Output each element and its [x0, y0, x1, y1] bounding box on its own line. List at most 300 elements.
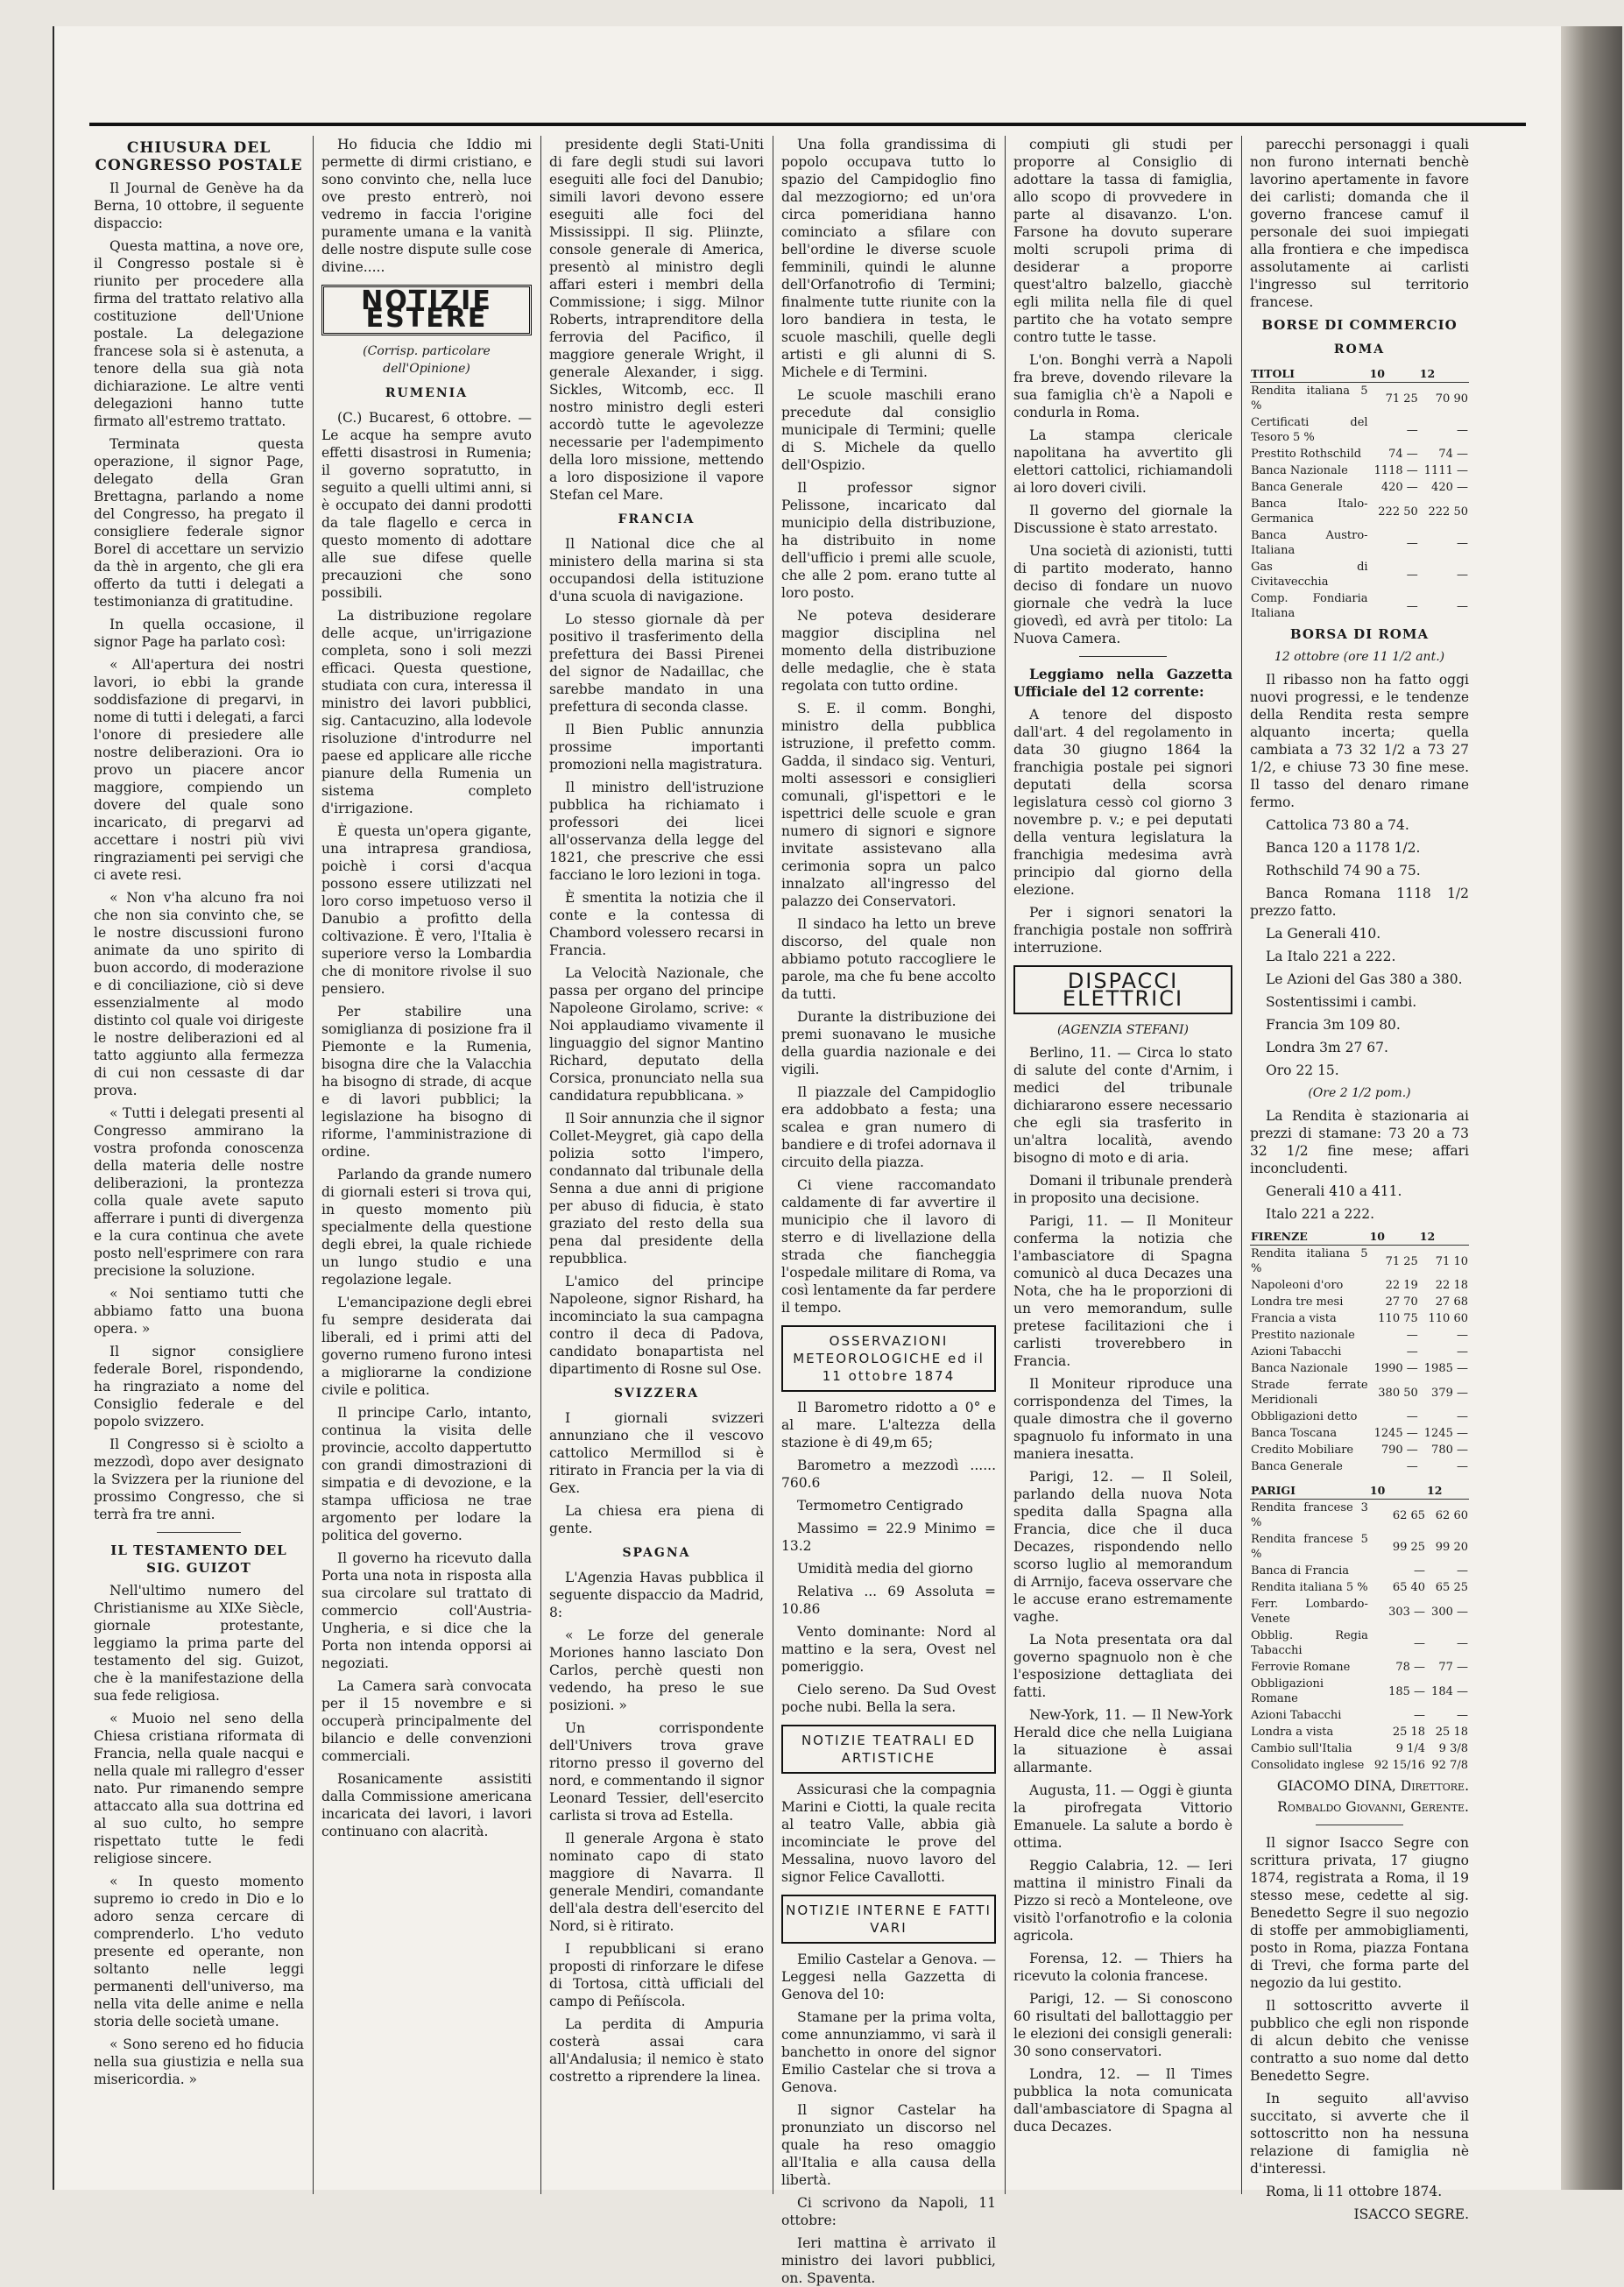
parigi-row: [1250, 1500, 1469, 1532]
paragraph: Una folla grandissima di popolo occupava tutto lo spazio del Campidoglio fino dal mezzogiorno; ed un'ora circa pomeridiana hanno cominciato a sfilare con bell'ordine le diverse scuole femminili, quindi le alunne dell'Orfanotrofio di Termini; finalmente tutte riunite con la loro bandiera in testa, le scuole maschili, quelle degli artisti e gli alunni di S. Michele e di Termini.: [781, 137, 996, 380]
borse-cell: 420 —: [1431, 481, 1468, 494]
firenze-cell: 1985 —: [1423, 1362, 1468, 1375]
firenze-cell: 379 —: [1431, 1386, 1468, 1400]
borse-cell: Rendita italiana 5 %: [1251, 385, 1368, 413]
parigi-row: [1250, 1531, 1469, 1563]
parigi-cell: 303 —: [1388, 1605, 1426, 1619]
parigi-row: [1250, 1596, 1469, 1627]
firenze-cell: —: [1406, 1410, 1418, 1423]
borse-cell: —: [1457, 568, 1468, 582]
parigi-cell: 92 15/16: [1373, 1759, 1426, 1772]
paragraph: Il signor Castelar ha pronunziato un discorso nel quale ha reso omaggio all'Italia e alla causa della libertà.: [781, 2102, 996, 2188]
teatrali-body: [781, 1781, 996, 1886]
parigi-cell: 65 40: [1392, 1581, 1426, 1594]
paragraph: Londra, 12. — Il Times pubblica la nota comunicata dall'ambasciatore di Spagna al duca Decazes.: [1013, 2066, 1232, 2135]
gazzetta-body: [1013, 706, 1232, 956]
borse-row: [1250, 383, 1469, 415]
parigi-cell: 99 20: [1435, 1540, 1468, 1554]
paragraph: La Italo 221 a 222.: [1266, 949, 1396, 964]
firenze-cell: 380 50: [1378, 1386, 1418, 1400]
firenze-row: [1250, 1458, 1469, 1475]
paragraph: Il professor signor Pelissone, incaricato dal municipio della distribuzione, ha distribuito in nome dell'ufficio i premi alle scuole, che alle 2 pom. erano tutte al loro posto.: [781, 480, 996, 601]
borse-cell: Banca Nazionale: [1251, 464, 1348, 477]
paragraph: « Muoio nel seno della Chiesa cristiana riformata di Francia, nella quale nacqui e nella quale mi rallegro d'esser nato. Pur rimanendo sempre attaccato alla sua dottrina ed al suo culto, ho sempre rispettato tutte le fedi religiose sincere.: [94, 1711, 304, 1867]
firenze-cell: 1990 —: [1373, 1362, 1418, 1375]
country-heading-francia: FRANCIA: [618, 512, 695, 526]
paragraph: Emilio Castelar a Genova. — Leggesi nella Gazzetta di Genova del 10:: [781, 1952, 996, 2002]
column-5: [1013, 136, 1232, 2185]
parigi-cell: Consolidato inglese: [1251, 1759, 1365, 1772]
parigi-cell: —: [1457, 1564, 1468, 1578]
spagna-body: [549, 1569, 764, 2086]
paragraph: S. E. il comm. Bonghi, ministro della pubblica istruzione, il prefetto comm. Gadda, il sindaco sig. Venturi, molti assessori e consiglieri comunali, gl'ispettori e le ispettrici delle scuole e gran numero di signori e signore invitate assistevano alla cerimonia sopra un palco innalzato all'ingresso del palazzo dei Conservatori.: [781, 701, 996, 909]
advert-signature: ISACCO SEGRE.: [1353, 2206, 1469, 2222]
borse-cell: —: [1406, 568, 1418, 582]
paragraph: Forensa, 12. — Thiers ha ricevuto la colonia francese.: [1013, 1951, 1232, 1984]
paragraph: Barometro a mezzodì ...... 760.6: [781, 1458, 996, 1491]
column1-body: [94, 180, 304, 1523]
borse-cell: —: [1457, 536, 1468, 550]
parigi-cell: 65 25: [1435, 1581, 1468, 1594]
paragraph: Banca 120 a 1178 1/2.: [1266, 840, 1421, 856]
column4-body: [781, 136, 996, 1316]
parigi-cell: Obbligazioni Romane: [1251, 1677, 1324, 1705]
column-rule: [1005, 136, 1006, 2194]
firenze-cell: —: [1406, 1329, 1418, 1342]
paragraph: Il ribasso non ha fatto oggi nuovi progressi, e le tendenze della Rendita resta sempre alquanto incerta; quella cambiata a 73 32 1/2 a 73 27 1/2, e chiuse 73 30 fine mese. Il tasso del denaro rimane fermo.: [1250, 672, 1469, 810]
paragraph: Parigi, 12. — Si conoscono 60 risultati del ballottaggio per le elezioni dei consigli generali: 30 sono conservatori.: [1013, 1991, 1232, 2059]
parigi-cell: —: [1414, 1709, 1426, 1722]
agency-label: (AGENZIA STEFANI): [1056, 1023, 1190, 1037]
column-rule: [540, 136, 541, 2194]
borse-cell: —: [1457, 599, 1468, 613]
paragraph: Francia 3m 109 80.: [1266, 1017, 1401, 1033]
parigi-cell: —: [1414, 1636, 1426, 1650]
paragraph: In quella occasione, il signor Page ha parlato così:: [94, 617, 304, 650]
parigi-cell: 185 —: [1388, 1684, 1426, 1698]
paragraph: La perdita di Ampuria costerà assai cara all'Andalusia; il nemico è stato costretto a riprendere la linea.: [549, 2016, 764, 2085]
firenze-cell: 1245 —: [1373, 1427, 1418, 1440]
paragraph: Massimo = 22.9 Minimo = 13.2: [781, 1521, 996, 1554]
parigi-header: PARIGI: [1250, 1482, 1369, 1500]
paragraph: Umidità media del giorno: [797, 1561, 973, 1577]
firenze-header: 10: [1369, 1228, 1419, 1246]
paragraph: Il principe Carlo, intanto, continua la visita delle provincie, accolto dappertutto con grandi dimostrazioni di simpatia e di devozione, e la stampa ufficiosa ne trae argomento per lodare la politica del governo.: [321, 1405, 532, 1543]
country-heading-svizzera: SVIZZERA: [613, 1387, 700, 1401]
firenze-cell: Obbligazioni detto: [1251, 1410, 1358, 1423]
column1-body2: [94, 1582, 304, 2088]
advert-body: [1250, 1834, 1469, 2200]
firenze-cell: Credito Mobiliare: [1251, 1443, 1354, 1457]
firenze-cell: Azioni Tabacchi: [1251, 1345, 1342, 1359]
paragraph: Ci viene raccomandato caldamente di far avvertire il municipio che il lavoro di sterro e di livellazione della strada che fiancheggia l'ospedale militare di Roma, va così lentamente da far perdere il tempo.: [781, 1177, 996, 1316]
paragraph: Il generale Argona è stato nominato capo di stato maggiore di Navarra. Il generale Mendiri, comandante dell'ala destra dell'esercito del Nord, si è ritirato.: [549, 1831, 764, 1934]
borse-cell: 1118 —: [1373, 464, 1418, 477]
firenze-cell: Banca Generale: [1251, 1460, 1343, 1473]
parigi-cell: 300 —: [1431, 1605, 1468, 1619]
paragraph: presidente degli Stati-Uniti di fare degli studi sui lavori eseguiti alle foci del Danubio; simili lavori devono essere eseguiti alle foci del Mississippi. Il sig. Pliinzte, console generale di America, presentò al ministro degli affari esteri i membri della Commissione; i sigg. Milnor Roberts, intraprenditore della ferrovia del Pacifico, il maggiore generale Wright, il generale Alexander, i sigg. Sickles, Witcomb, ecc. Il nostro ministro degli esteri accordò tutte le agevolezze necessarie per l'adempimento della loro missione, mettendo a loro disposizione il vapore Stefan cel Mare.: [549, 137, 764, 503]
borse-cell: 74 —: [1438, 448, 1468, 461]
ore-heading: (Ore 2 1/2 pom.): [1308, 1086, 1411, 1100]
paragraph: Il signor consigliere federale Borel, rispondendo, ha ringraziato a nome del Consiglio federale e del popolo svizzero.: [94, 1344, 304, 1429]
paragraph: Lo stesso giornale dà per positivo il trasferimento della prefettura dei Bassi Pirenei del signor de Nadaillac, che sarebbe mandato in una prefettura di seconda classe.: [549, 611, 764, 715]
paragraph: Una società di azionisti, tutti di partito moderato, hanno deciso di fondare un nuovo giornale che vedrà la luce giovedì, ed avrà per titolo: La Nuova Camera.: [1013, 543, 1232, 646]
parigi-cell: —: [1414, 1564, 1426, 1578]
paragraph: Ne poteva desiderare maggior disciplina nel momento della distribuzione delle medaglie, che è stata regolata con tutto ordine.: [781, 608, 996, 694]
column-3: [549, 136, 764, 2185]
paragraph: La stampa clericale napolitana ha avvertito gli elettori cattolici, richiamandoli ai loro doveri civili.: [1013, 427, 1232, 496]
paragraph: Reggio Calabria, 12. — Ieri mattina il ministro Finali da Pizzo si recò a Monteleone, ove visitò l'orfanotrofio e la colonia agricola.: [1013, 1858, 1232, 1944]
column3-body: [549, 136, 764, 504]
firenze-cell: —: [1406, 1345, 1418, 1359]
paragraph: compiuti gli studi per proporre al Consiglio di adottare la tassa di famiglia, allo scopo di provvedere in parte al disavanzo. L'on. Farsone ha dovuto superare molti scrupoli prima di desiderar a proporre quest'altro balzello, giacchè egli milita nella file di quel partito che ha votato sempre contro tutte le tasse.: [1013, 137, 1232, 345]
paragraph: La distribuzione regolare delle acque, un'irrigazione completa, sono i soli mezzi efficaci. Questa questione, studiata con cura, interessa il ministro dei lavori pubblici, sig. Cantacuzino, alla lodevole risoluzione d'introdurre nel paese ed applicare alle ricche pianure della Rumenia un sistema completo d'irrigazione.: [321, 608, 532, 816]
paragraph: Questa mattina, a nove ore, il Congresso postale si è riunito per procedere alla firma del trattato relativo alla costituzione dell'Unione postale. La delegazione francese sola si è astenuta, a tenore della sua già nota dichiarazione. Le altre venti delegazioni hanno tutte firmato all'estremo trattato.: [94, 238, 304, 429]
paragraph: Le Azioni del Gas 380 a 380.: [1266, 971, 1463, 987]
newspaper-page: [53, 26, 1561, 2286]
paragraph: Cielo sereno. Da Sud Ovest poche nubi. Bella la sera.: [781, 1682, 996, 1715]
paragraph: Parigi, 12. — Il Soleil, parlando della nuova Nota spedita dalla Spagna alla Francia, dice che il duca Decazes, rispondendo nello scorso luglio al memorandum di Arrnijo, faceva osservare che le accuse erano estremamente vaghe.: [1013, 1469, 1232, 1625]
parigi-row: [1250, 1563, 1469, 1579]
firenze-header: 12: [1419, 1228, 1469, 1246]
paragraph: Il Congresso si è sciolto a mezzodì, dopo aver designato la Svizzera per la riunione del prossimo Congresso, che si terrà fra tre anni.: [94, 1436, 304, 1522]
borse-cell: Certificati del Tesoro 5 %: [1251, 416, 1368, 444]
ore-text: La Rendita è stazionaria ai prezzi di stamane: 73 20 a 73 32 1/2 fine mese; affari inconcludenti.: [1250, 1108, 1469, 1176]
paragraph: « All'apertura dei nostri lavori, io ebbi la grande soddisfazione di pregarvi, in nome di tutti i delegati, a farci l'onore di presiedere alle nostre deliberazioni. Ora io provo un piacere ancor maggiore, compiendo un dovere del quale sono incaricato, di pregarvi ad accettare i nostri più vivi ringraziamenti pei servigi che ci avete resi.: [94, 657, 304, 883]
column2-body: [321, 409, 532, 1840]
borse-row: [1250, 527, 1469, 559]
borse-row: [1250, 590, 1469, 622]
firenze-cell: 780 —: [1431, 1443, 1468, 1457]
parigi-cell: —: [1457, 1709, 1468, 1722]
borse-cell: Banca Austro-Italiana: [1251, 529, 1368, 557]
borse-row: [1250, 462, 1469, 479]
paragraph: Parigi, 11. — Il Moniteur conferma la notizia che l'ambasciatore di Spagna comunicò al duca Decazes una Nota, che ha le proporzioni di un vero memorandum, sulle pretese facilitazioni che i carlisti troverebbero in Francia.: [1013, 1213, 1232, 1369]
parigi-cell: 9 3/8: [1438, 1742, 1468, 1755]
firenze-cell: —: [1457, 1410, 1468, 1423]
borse-heading: BORSE DI COMMERCIO: [1261, 317, 1458, 333]
column-1: [94, 136, 304, 2185]
firenze-row: [1250, 1246, 1469, 1278]
parigi-cell: Ferrovie Romane: [1251, 1661, 1351, 1674]
paragraph: Il National dice che al ministero della marina si sta occupandosi della istituzione d'una scuola di navigazione.: [549, 536, 764, 604]
parigi-cell: 25 18: [1435, 1726, 1468, 1739]
paragraph: Stamane per la prima volta, come annunziammo, vi sarà il banchetto in onore del signor Emilio Castelar che si trova a Genova.: [781, 2009, 996, 2095]
firenze-cell: —: [1457, 1345, 1468, 1359]
paragraph: Il governo ha ricevuto dalla Porta una nota in risposta alla sua circolare sul trattato di commercio coll'Austria-Ungheria, e si dice che la Porta non intenda opporsi ai negoziati.: [321, 1550, 532, 1671]
parigi-cell: Obblig. Regia Tabacchi: [1251, 1629, 1368, 1657]
borse-cell: 420 —: [1380, 481, 1418, 494]
firenze-table: [1250, 1228, 1469, 1475]
paragraph: parecchi personaggi i quali non furono internati benchè lavorino apertamente in favore dei carlisti; domanda che il governo francese camuf il personale dei suoi impiegati alla frontiera e che impedisca assolutamente ai carlisti l'ingresso sul territorio francese.: [1250, 137, 1469, 310]
paragraph: Il piazzale del Campidoglio era addobbato a festa; una scalea e gran numero di bandiere e di trofei adornava il circuito della piazza.: [781, 1084, 996, 1170]
paragraph: In seguito all'avviso succitato, si avverte che il sottoscritto non ha nessuna relazione di famiglia nè d'interessi.: [1250, 2091, 1469, 2177]
divider: [1079, 656, 1167, 657]
parigi-cell: Banca di Francia: [1251, 1564, 1349, 1578]
parigi-cell: 92 7/8: [1431, 1759, 1468, 1772]
firenze-cell: 22 18: [1435, 1279, 1468, 1292]
paragraph: Vento dominante: Nord al mattino e la sera, Ovest nel pomeriggio.: [781, 1624, 996, 1675]
borse-cell: —: [1406, 599, 1418, 613]
gazzetta-intro: Leggiamo nella Gazzetta Ufficiale del 12 corrente:: [1013, 666, 1232, 700]
borse-row: [1250, 414, 1469, 446]
lead-paragraph: Ho fiducia che Iddio mi permette di dirmi cristiano, e sono convinto che, nella luce ove presto entrerò, noi vedremo in faccia l'origine puramente umana e la vanità delle nostre dispute sulle cose divine.....: [321, 137, 532, 275]
paragraph: Il ministro dell'istruzione pubblica ha richiamato i professori dei licei all'osservanza della legge del 1821, che prescrive che essi facciano le loro lezioni in toga.: [549, 780, 764, 883]
column5-body: [1013, 136, 1232, 647]
paragraph: Nell'ultimo numero del Christianisme au XIXe Siècle, giornale protestante, leggiamo la prima parte del testamento del sig. Guizot, che è la manifestazione della sua fede religiosa.: [94, 1583, 304, 1704]
paragraph: Il Bien Public annunzia prossime importanti promozioni nella magistratura.: [549, 722, 764, 773]
svizzera-body: [549, 1409, 764, 1537]
column-6: [1250, 136, 1469, 2222]
parigi-row: [1250, 1627, 1469, 1659]
borse-cell: Banca Italo-Germanica: [1251, 498, 1368, 526]
firenze-cell: —: [1457, 1460, 1468, 1473]
paragraph: È smentita la notizia che il conte e la contessa di Chambord volessero recarsi in Francia.: [549, 890, 764, 958]
paragraph: Le scuole maschili erano precedute dal consiglio municipale di Termini; quelle di S. Michele da quello dell'Ospizio.: [781, 387, 996, 473]
paragraph: La chiesa era piena di gente.: [549, 1503, 764, 1536]
borse-row: [1250, 446, 1469, 462]
firenze-cell: Banca Toscana: [1251, 1427, 1338, 1440]
paragraph: A tenore del disposto dall'art. 4 del regolamento in data 30 giugno 1864 la franchigia postale pei signori deputati della scorsa legislatura cessò col giorno 3 novembre p. v.; e pei deputati della ventura legislatura la franchigia medesima avrà principio dal giorno della elezione.: [1013, 707, 1232, 898]
paragraph: Oro 22 15.: [1266, 1062, 1339, 1078]
parigi-header: 10: [1369, 1482, 1426, 1500]
ore-extra: [1250, 1182, 1469, 1223]
section-subtitle: (Corrisp. particolare dell'Opinione): [363, 344, 491, 376]
borse-cell: Gas di Civitavecchia: [1251, 561, 1368, 589]
paragraph: Relativa ... 69 Assoluta = 10.86: [781, 1584, 996, 1617]
borse-cell: 74 —: [1388, 448, 1418, 461]
borse-cell: —: [1406, 423, 1418, 437]
firenze-row: [1250, 1294, 1469, 1310]
paragraph: I giornali svizzeri annunziano che il vescovo cattolico Mermillod si è ritirato in Francia per la via di Gex.: [549, 1410, 764, 1496]
parigi-row: [1250, 1659, 1469, 1676]
parigi-row: [1250, 1676, 1469, 1707]
paragraph: Il sottoscritto avverte il pubblico che egli non risponde di alcun debito che venisse contratto a suo nome dal detto Benedetto Segre.: [1250, 1998, 1469, 2084]
borse-cell: —: [1406, 536, 1418, 550]
paragraph: « Tutti i delegati presenti al Congresso ammirano la vostra profonda conoscenza della materia delle nostre deliberazioni, la prontezza colla quale avete saputo afferrare i punti di divergenza e la cura continua che avete posto nell'esprimere con rara precisione la soluzione.: [94, 1105, 304, 1279]
firenze-row: [1250, 1377, 1469, 1408]
parigi-cell: Cambio sull'Italia: [1251, 1742, 1352, 1755]
parigi-cell: Rendita italiana 5 %: [1251, 1581, 1368, 1594]
firenze-row: [1250, 1327, 1469, 1344]
borse-cell: Comp. Fondiaria Italiana: [1251, 592, 1368, 620]
interni-heading: NOTIZIE INTERNE E FATTI VARI: [781, 1895, 996, 1944]
paragraph: L'emancipazione degli ebrei fu sempre desiderata dai liberali, ed i primi atti del governo rumeno furono intesi a migliorarne la condizione civile e politica.: [321, 1295, 532, 1398]
paragraph: La Camera sarà convocata per il 15 novembre e si occuperà principalmente del bilancio e delle convenzioni commerciali.: [321, 1678, 532, 1764]
paragraph: Rothschild 74 90 a 75.: [1266, 863, 1421, 879]
headline-testamento: IL TESTAMENTO DEL SIG. GUIZOT: [110, 1542, 287, 1576]
country-heading-rumenia: RUMENIA: [385, 386, 469, 400]
parigi-cell: 184 —: [1431, 1684, 1468, 1698]
borse-header: 12: [1419, 365, 1469, 383]
parigi-cell: Londra a vista: [1251, 1726, 1334, 1739]
paragraph: « Noi sentiamo tutti che abbiamo fatto una buona opera. »: [94, 1286, 304, 1337]
borse-table: [1250, 365, 1469, 622]
paragraph: « Non v'ha alcuno fra noi che non sia convinto che, se le nostre discussioni furono animate da uno spirito di buon accordo, di moderazione e di conciliazione, ciò si deve essenzialmente al modo distinto col quale voi dirigeste le nostre deliberazioni ed al tatto aggiunto alla fermezza di cui non cessaste di dar prova.: [94, 890, 304, 1098]
paragraph: Cattolica 73 80 a 74.: [1266, 817, 1409, 833]
paragraph: L'on. Bonghi verrà a Napoli fra breve, dovendo rilevare la sua famiglia ch'è a Napoli e condurla in Roma.: [1013, 352, 1232, 420]
paragraph: New-York, 11. — Il New-York Herald dice che nella Luigiana la situazione è assai allarmante.: [1013, 1707, 1232, 1775]
firenze-cell: Strade ferrate Meridionali: [1251, 1379, 1368, 1407]
paragraph: La Generali 410.: [1266, 926, 1381, 942]
parigi-cell: 25 18: [1392, 1726, 1426, 1739]
parigi-cell: 62 65: [1392, 1508, 1426, 1522]
firenze-cell: 110 60: [1428, 1312, 1468, 1325]
paragraph: Durante la distribuzione dei premi suonavano le musiche della guardia nazionale e dei vigili.: [781, 1009, 996, 1077]
paragraph: « Sono sereno ed ho fiducia nella sua giustizia e nella sua misericordia. »: [94, 2036, 304, 2087]
firenze-header: FIRENZE: [1250, 1228, 1369, 1246]
firenze-cell: Banca Nazionale: [1251, 1362, 1348, 1375]
borse-row: [1250, 496, 1469, 527]
paragraph: Il Barometro ridotto a 0° e al mare. L'altezza della stazione è di 49,m 65;: [781, 1400, 996, 1451]
parigi-cell: Rendita francese 5 %: [1251, 1533, 1368, 1561]
paragraph: Il Journal de Genève ha da Berna, 10 ottobre, il seguente dispaccio:: [94, 180, 304, 231]
firenze-cell: 27 68: [1435, 1295, 1468, 1309]
borse-city: ROMA: [1333, 342, 1386, 356]
paragraph: Sostentissimi i cambi.: [1266, 994, 1417, 1010]
firenze-cell: Prestito nazionale: [1251, 1329, 1355, 1342]
firenze-row: [1250, 1277, 1469, 1294]
firenze-cell: Francia a vista: [1251, 1312, 1337, 1325]
divider: [157, 1532, 241, 1533]
borse-cell: 222 50: [1378, 505, 1418, 519]
parigi-table: [1250, 1482, 1469, 1774]
firenze-cell: 71 10: [1435, 1254, 1468, 1268]
paragraph: Il signor Isacco Segre con scrittura privata, 17 giugno 1874, registrata a Roma, il 19 stesso mese, cedette al sig. Benedetto Segre il suo negozio di stoffe per ammobigliamenti, posto in Roma, piazza Fontana di Trevi, che forma parte del negozio da lui gestito.: [1250, 1835, 1469, 1991]
borsa-roma-heading: BORSA DI ROMA: [1289, 626, 1430, 642]
firenze-row: [1250, 1408, 1469, 1425]
borse-cell: 70 90: [1435, 392, 1468, 406]
firenze-cell: 71 25: [1385, 1254, 1418, 1268]
parigi-row: [1250, 1707, 1469, 1724]
firenze-cell: Rendita italiana 5 %: [1251, 1247, 1368, 1275]
paragraph: Londra 3m 27 67.: [1266, 1040, 1388, 1055]
parigi-row: [1250, 1579, 1469, 1596]
paragraph: Il governo del giornale la Discussione è stato arrestato.: [1013, 503, 1232, 536]
parigi-header: 12: [1426, 1482, 1469, 1500]
country-heading-spagna: SPAGNA: [622, 1546, 691, 1560]
firenze-cell: 22 19: [1385, 1279, 1418, 1292]
firenze-cell: 1245 —: [1423, 1427, 1468, 1440]
firenze-cell: —: [1457, 1329, 1468, 1342]
firenze-row: [1250, 1442, 1469, 1458]
borsa-roma-date: 12 ottobre (ore 11 1/2 ant.): [1274, 650, 1445, 664]
firenze-cell: 790 —: [1380, 1443, 1418, 1457]
parigi-cell: 9 1/4: [1395, 1742, 1426, 1755]
borse-row: [1250, 559, 1469, 590]
paragraph: Il Soir annunzia che il signor Collet-Meygret, già capo della polizia sotto l'impero, condannato dal tribunale della Senna a due anni di prigione per abuso di fiducia, è stato graziato del resto della sua pena dal presidente della repubblica.: [549, 1111, 764, 1267]
parigi-row: [1250, 1757, 1469, 1774]
paragraph: Termometro Centigrado: [797, 1498, 964, 1514]
paragraph: Ieri mattina è arrivato il ministro dei lavori pubblici, on. Spaventa.: [781, 2235, 996, 2286]
borse-cell: 1111 —: [1423, 464, 1468, 477]
dispacci-body: [1013, 1044, 1232, 2135]
parigi-cell: 78 —: [1395, 1661, 1426, 1674]
firenze-row: [1250, 1425, 1469, 1442]
paragraph: Per i signori senatori la franchigia postale non soffrirà interruzione.: [1013, 905, 1232, 956]
paragraph: Generali 410 a 411.: [1266, 1183, 1402, 1199]
francia-body: [549, 535, 764, 1378]
paragraph: Roma, li 11 ottobre 1874.: [1266, 2184, 1443, 2199]
paragraph: Berlino, 11. — Circa lo stato di salute del conte d'Arnim, i medici del tribunale dichiararono essere necessario che egli sia trasferito in un'altra località, avendo bisogno di moto e di aria.: [1013, 1045, 1232, 1166]
paragraph: Ci scrivono da Napoli, 11 ottobre:: [781, 2195, 996, 2228]
paragraph: « In questo momento supremo io credo in Dio e lo adoro senza cercare di comprenderlo. L'ho veduto presente ed operante, non soltanto nelle leggi permanenti dell'universo, ma nella vita delle anime e nella storia delle società umane.: [94, 1874, 304, 2029]
headline-congresso: CHIUSURA DEL CONGRESSO POSTALE: [95, 139, 303, 174]
paragraph: Per stabilire una somiglianza di posizione fra il Piemonte e la Rumenia, bisogna dire che la Valacchia ha bisogno di strade, di acque e di lavori pubblici; la legislazione ha bisogno di riforme, l'amministrazione di ordine.: [321, 1004, 532, 1160]
paragraph: L'Agenzia Havas pubblica il seguente dispaccio da Madrid, 8:: [549, 1570, 764, 1620]
paragraph: (C.) Bucarest, 6 ottobre. — Le acque ha sempre avuto effetti disastrosi in Rumenia; il governo sopratutto, in seguito a quelli ultimi anni, si è occupato dei danni prodotti da tale flagello e cerca in questo momento di adottare alle sue difese quelle precauzioni che sono possibili.: [321, 410, 532, 601]
borse-cell: —: [1457, 423, 1468, 437]
paragraph: La Nota presentata ora dal governo spagnuolo non è che l'esposizione dettagliata dei fatti.: [1013, 1632, 1232, 1700]
paragraph: Banca Romana 1118 1/2 prezzo fatto.: [1250, 886, 1469, 919]
column-4: [781, 136, 996, 2286]
meteo-heading: OSSERVAZIONI METEOROLOGICHE ed il 11 ottobre 1874: [781, 1325, 996, 1392]
director-signature: GIACOMO DINA, Direttore.: [1276, 1778, 1469, 1794]
paragraph: Rosanicamente assistiti dalla Commissione americana incaricata dei lavori, i lavori continuano con alacrità.: [321, 1771, 532, 1839]
parigi-cell: Ferr. Lombardo-Venete: [1251, 1598, 1368, 1626]
paragraph: Italo 221 a 222.: [1266, 1206, 1374, 1222]
gerente-signature: Rombaldo Giovanni, Gerente.: [1277, 1799, 1469, 1815]
column-rule: [1241, 136, 1242, 2194]
borse-header: 10: [1369, 365, 1419, 383]
parigi-cell: 62 60: [1435, 1508, 1468, 1522]
meteo-body: [781, 1399, 996, 1716]
firenze-row: [1250, 1360, 1469, 1377]
paragraph: Un corrispondente dell'Univers trova grave ritorno presso il governo del nord, e commentando il signor Leonard Tessier, dell'esercito carlista si trova ad Estella.: [549, 1720, 764, 1824]
parigi-row: [1250, 1724, 1469, 1740]
column-rule: [313, 136, 314, 2194]
firenze-cell: Londra tre mesi: [1251, 1295, 1344, 1309]
firenze-cell: Napoleoni d'oro: [1251, 1279, 1344, 1292]
borse-cell: Prestito Rothschild: [1251, 448, 1362, 461]
borsa-roma-body: [1250, 671, 1469, 1079]
borse-cell: 222 50: [1428, 505, 1468, 519]
firenze-row: [1250, 1344, 1469, 1360]
paragraph: Il sindaco ha letto un breve discorso, del quale non abbiamo potuto raccogliere le parole, ma che fu bene accolto da tutti.: [781, 916, 996, 1002]
parigi-cell: —: [1457, 1636, 1468, 1650]
paragraph: Assicurasi che la compagnia Marini e Ciotti, la quale recita al teatro Valle, abbia già incominciate le prove del Messalina, nuovo lavoro del signor Felice Cavallotti.: [781, 1782, 996, 1885]
section-notizie-estere: NOTIZIE ESTERE: [321, 285, 532, 335]
paragraph: La Velocità Nazionale, che passa per organo del principe Napoleone Girolamo, scrive: « Noi applaudiamo vivamente il linguaggio del signor Mantino Richard, deputato della Corsica, pronunciato nella sua candidatura repubblicana. »: [549, 965, 764, 1104]
borse-cell: 71 25: [1385, 392, 1418, 406]
parigi-row: [1250, 1740, 1469, 1757]
firenze-row: [1250, 1310, 1469, 1327]
paragraph: « Le forze del generale Moriones hanno lasciato Don Carlos, perchè questi non vedendo, ha preso le sue posizioni. »: [549, 1627, 764, 1713]
section-dispacci-elettrici: DISPACCI ELETTRICI: [1013, 965, 1232, 1014]
column-2: [321, 136, 532, 2185]
firenze-cell: 27 70: [1385, 1295, 1418, 1309]
borse-header: TITOLI: [1250, 365, 1369, 383]
top-rule: [89, 123, 1526, 126]
borse-row: [1250, 479, 1469, 496]
paragraph: È questa un'opera gigante, una intrapresa grandiosa, poichè i corsi d'acqua possono essere utilizzati nel loro corso impetuoso verso il Danubio a profitto della coltivazione. È vero, l'Italia è superiore verso la Lombardia che di monitore rivolse il suo pensiero.: [321, 823, 532, 997]
borse-cell: Banca Generale: [1251, 481, 1343, 494]
parigi-cell: 77 —: [1438, 1661, 1468, 1674]
paragraph: Parlando da grande numero di giornali esteri si trova qui, in questo momento più specialmente della questione degli ebrei, la quale richiede un lungo studio e una regolazione legale.: [321, 1167, 532, 1288]
paragraph: Il Moniteur riproduce una corrispondenza del Times, la quale dimostra che il governo spagnuolo fu informato in una maniera inesatta.: [1013, 1376, 1232, 1462]
parigi-cell: Azioni Tabacchi: [1251, 1709, 1342, 1722]
paragraph: Augusta, 11. — Oggi è giunta la pirofregata Vittorio Emanuele. La salute a bordo è ottima.: [1013, 1782, 1232, 1851]
firenze-cell: —: [1406, 1460, 1418, 1473]
paragraph: Terminata questa operazione, il signor Page, delegato della Gran Brettagna, parlando a nome del Congresso, ha pregato il consigliere federale signor Borel di accettare un servizio da thè in argento, che gli era offerto da tutti i delegati a testimonianza di gratitudine.: [94, 436, 304, 610]
paragraph: Domani il tribunale prenderà in proposito una decisione.: [1013, 1173, 1232, 1206]
parigi-cell: Rendita francese 3 %: [1251, 1501, 1368, 1529]
firenze-cell: 110 75: [1378, 1312, 1418, 1325]
column6-body: [1250, 136, 1469, 311]
teatrali-heading: NOTIZIE TEATRALI ED ARTISTICHE: [781, 1725, 996, 1774]
paragraph: I repubblicani si erano proposti di rinforzare le difese di Tortosa, città ufficiali del campo di Peñíscola.: [549, 1941, 764, 2009]
paragraph: L'amico del principe Napoleone, signor Rishard, ha incominciato la sua campagna contro il deca di Padova, candidato bonapartista nel dipartimento di Rosne sul Ose.: [549, 1274, 764, 1377]
